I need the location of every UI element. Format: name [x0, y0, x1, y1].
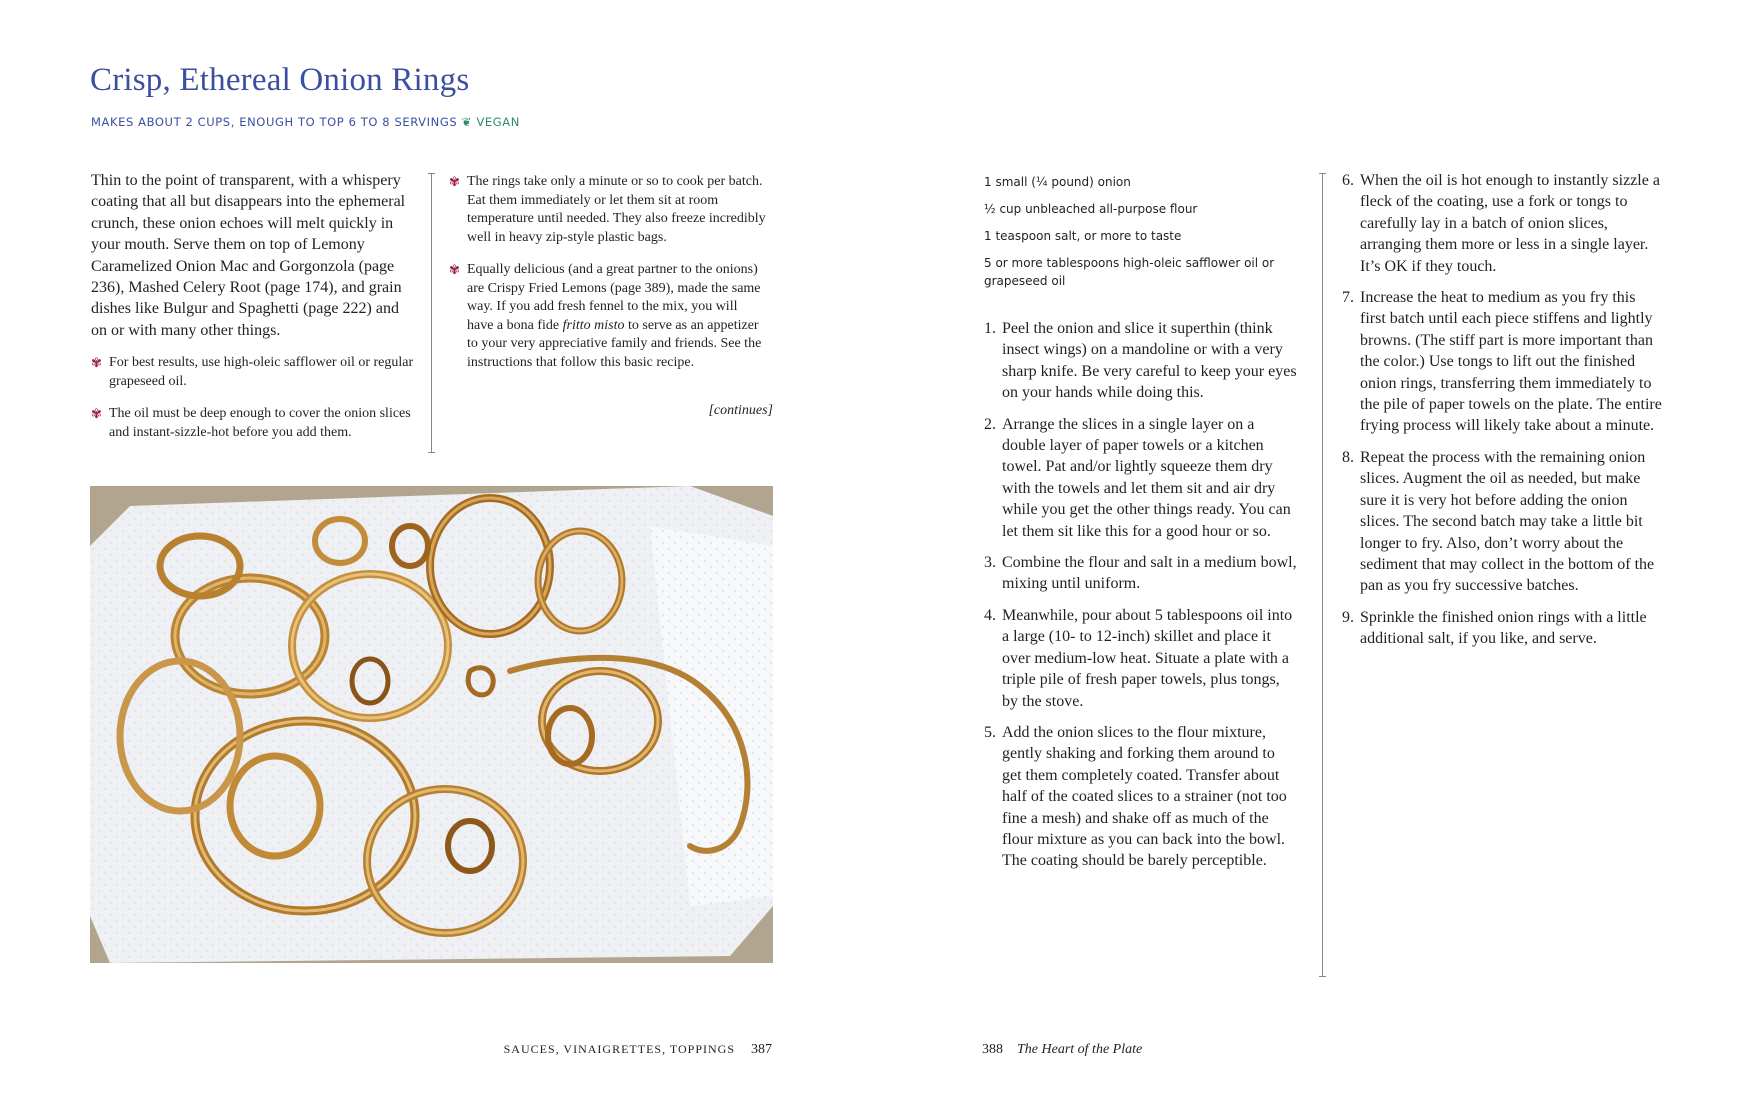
- step-number: 3.: [984, 554, 996, 572]
- step-item: [1342, 287, 1664, 437]
- ingredient-item: ½ cup unbleached all-purpose flour: [984, 202, 1198, 216]
- step-text: Combine the flour and salt in a medium bowl, mixing until uniform.: [1002, 554, 1297, 593]
- column-divider: [1322, 173, 1323, 977]
- footer-section-title: SAUCES, VINAIGRETTES, TOPPINGS: [503, 1042, 735, 1056]
- tip-text: For best results, use high-oleic safflower oil or regular grapeseed oil.: [109, 355, 414, 389]
- step-item: [1342, 447, 1664, 597]
- step-text: Meanwhile, pour about 5 tablespoons oil into a large (10- to 12-inch) skillet and place it over medium-low heat. Situate a plate with a triple pile of fresh paper towels, plus tongs, by the stove.: [1002, 606, 1293, 710]
- tip-item: [449, 261, 767, 372]
- step-number: 5.: [984, 723, 996, 741]
- flower-bullet-icon: ✾: [449, 175, 460, 190]
- step-item: [984, 552, 1298, 595]
- ingredient-item: 5 or more tablespoons high-oleic safflower oil or grapeseed oil: [984, 256, 1275, 288]
- step-text: Increase the heat to medium as you fry this first batch until each piece stiffens and lightly browns. (The stiff part is more important than the color.) Use tongs to lift out the finished onion rings, transferring them immediately to the pile of paper towels on the plate. The entire frying process will likely take about a minute.: [1360, 289, 1662, 435]
- recipe-title: Crisp, Ethereal Onion Rings: [90, 62, 470, 98]
- step-item: [984, 318, 1298, 404]
- steps-column-1: [984, 318, 1298, 882]
- step-text: Sprinkle the finished onion rings with a little additional salt, if you like, and serve.: [1360, 608, 1647, 648]
- vegan-label: VEGAN: [476, 115, 520, 129]
- ingredient-item: 1 small (¼ pound) onion: [984, 175, 1131, 189]
- divider-tick: [428, 452, 435, 453]
- flower-bullet-icon: ✾: [91, 356, 102, 371]
- recipe-intro: Thin to the point of transparent, with a whispery coating that all but disappears into the ephemeral crunch, these onion echoes will melt quickly in your mouth. Serve them on top of Lemony Caramelized Onion Mac and Gorgonzola (page 236), Mashed Celery Root (page 174), and grain dishes like Bulgur and Spaghetti (page 222) and on or with many other things.: [91, 172, 406, 339]
- divider-tick: [1319, 173, 1326, 174]
- footer-page-number: 388: [982, 1042, 1003, 1057]
- tip-text: The rings take only a minute or so to cook per batch. Eat them immediately or let them sit at room temperature until needed. They also freeze incredibly well in heavy zip-style plastic bags.: [467, 174, 766, 245]
- footer-book-title: The Heart of the Plate: [1017, 1042, 1143, 1057]
- continues-label: [continues]: [708, 403, 773, 418]
- tips-right: [449, 173, 767, 386]
- step-item: [1342, 607, 1664, 650]
- tips-left: [91, 354, 416, 456]
- footer-left: [504, 1042, 772, 1058]
- recipe-yield: MAKES ABOUT 2 CUPS, ENOUGH TO TOP 6 TO 8 SERVINGS: [91, 115, 458, 129]
- tip-text-before: Equally delicious (and a great partner to the onions) are Crispy Fried Lemons (page 389), made the same way. If you add fresh fennel to the mix, you will have a bona fide: [467, 262, 761, 333]
- recipe-yield-line: [91, 115, 520, 129]
- flower-bullet-icon: ✾: [91, 407, 102, 422]
- step-text: Repeat the process with the remaining onion slices. Augment the oil as needed, but make sure it is very hot before adding the onion slices. The second batch may take a little bit longer to fry. Also, don’t worry about the sediment that may collect in the bottom of the pan as you fry successive batches.: [1360, 448, 1655, 595]
- step-number: 6.: [1342, 172, 1354, 189]
- divider-tick: [428, 173, 435, 174]
- tip-text-after: to serve as an appetizer to your very appreciative family and friends. See the instructions that follow this basic recipe.: [467, 317, 762, 370]
- step-number: 4.: [984, 606, 996, 624]
- flower-bullet-icon: ✾: [449, 263, 460, 278]
- footer-page-number: 387: [751, 1042, 772, 1057]
- step-item: [984, 605, 1298, 712]
- step-item: [984, 722, 1298, 872]
- step-text: Add the onion slices to the flour mixture, gently shaking and forking them around to get them completely coated. Transfer about half of the coated slices to a strainer (not too fine a mesh) and shake off as much of the flour mixture as you can back into the bowl. The coating should be barely perceptible.: [1002, 723, 1287, 870]
- step-item: [984, 414, 1298, 542]
- step-number: 9.: [1342, 608, 1354, 626]
- step-number: 1.: [984, 320, 996, 337]
- onion-rings-photo: [90, 486, 773, 963]
- leaf-icon: ❦: [461, 115, 473, 129]
- tip-item: [91, 354, 416, 391]
- step-number: 8.: [1342, 448, 1354, 466]
- step-text: When the oil is hot enough to instantly sizzle a fleck of the coating, use a fork or tongs to carefully lay in a batch of onion slices, arranging them more or less in a single layer. It’s OK if they touch.: [1360, 172, 1660, 275]
- step-number: 7.: [1342, 289, 1354, 307]
- divider-tick: [1319, 976, 1326, 977]
- step-number: 2.: [984, 415, 996, 433]
- column-divider: [431, 173, 432, 453]
- tip-item: [91, 405, 416, 442]
- step-text: Arrange the slices in a single layer on a double layer of paper towels or a kitchen towel. Pat and/or lightly squeeze them dry with the towels and let them sit and air dry while you get the other things ready. You can let them sit like this for a good hour or so.: [1002, 415, 1291, 540]
- steps-column-2: [1342, 170, 1664, 660]
- footer-right: [982, 1042, 1142, 1058]
- ingredient-list: [984, 173, 1284, 299]
- tip-item: [449, 173, 767, 247]
- tip-text: The oil must be deep enough to cover the onion slices and instant-sizzle-hot before you add them.: [109, 406, 411, 440]
- ingredient-item: 1 teaspoon salt, or more to taste: [984, 229, 1182, 243]
- step-item: [1342, 170, 1664, 277]
- tip-text-italic: fritto misto: [562, 317, 625, 333]
- step-text: Peel the onion and slice it superthin (think insect wings) on a mandoline or with a very sharp knife. Be very careful to keep your eyes on your hands while doing this.: [1002, 320, 1297, 402]
